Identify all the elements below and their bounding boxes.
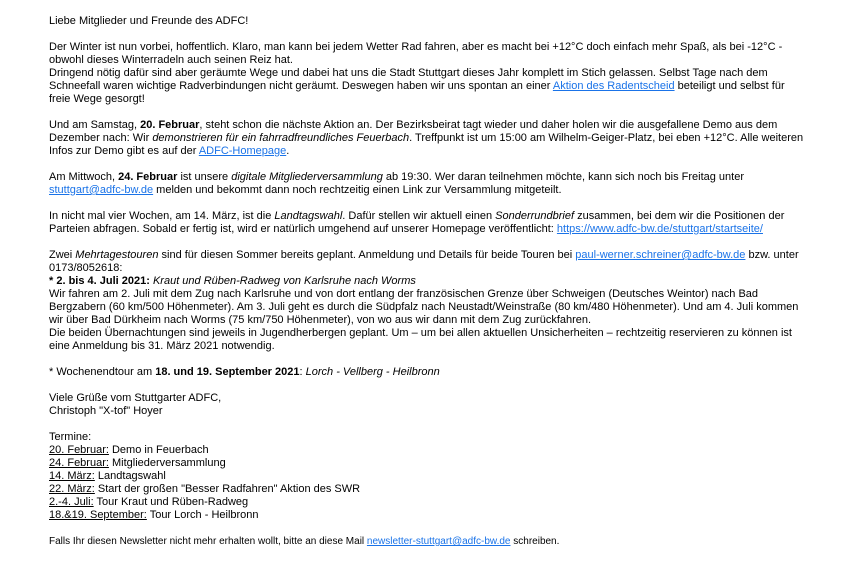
text-segment: melden und bekommt dann noch rechtzeitig einen Link zur Versammlung mitgeteilt.: [153, 184, 562, 196]
text-segment: Mitgliederversammlung: [108, 457, 226, 469]
text-segment: Liebe Mitglieder und Freunde des ADFC!: [49, 15, 249, 27]
text-segment: , steht schon die nächste Aktion an. Der Bezirksbeirat tagt wieder und daher holen wir die ausgefallene Demo aus dem Dezember nach: Wir: [49, 119, 778, 144]
text-segment: Dringend nötig dafür sind aber geräumte Wege und dabei hat uns die Stadt Stuttgart dieses Jahr komplett im Stich gelassen. Selbst Tage nach dem Schneefall waren wichtige Radverbindungen nicht geräumt. Deswegen haben wir uns spontan an einer: [49, 67, 768, 92]
text-segment: Am Mittwoch,: [49, 171, 119, 183]
text-segment: Sonderrundbrief: [495, 210, 575, 222]
text-segment: schreiben.: [510, 536, 560, 547]
text-segment: ist unsere: [177, 171, 232, 183]
text-segment: 20. Februar: [140, 119, 200, 131]
text-segment: demonstrieren für ein fahrradfreundliches Feuerbach: [152, 132, 410, 144]
text-segment: .: [286, 145, 290, 157]
paragraph-termine-list: [49, 431, 807, 522]
text-segment: Lorch - Vellberg - Heilbronn: [305, 366, 440, 378]
paragraph-winter-intro: [49, 41, 807, 106]
paragraph-landtagswahl: [49, 210, 807, 236]
text-segment: Die beiden Übernachtungen sind jeweils in Jugendherbergen geplant. Um – um bei allen aktuellen Unsicherheiten – rechtzeitig reservieren zu können ist eine Anmeldung bis 31. März 2021 notwendig.: [49, 327, 792, 352]
termin-date-tour-lorch: 18.&19. September:: [49, 509, 147, 521]
stuttgart-email-link[interactable]: stuttgart@adfc-bw.de: [49, 184, 154, 196]
text-segment: Der Winter ist nun vorbei, hoffentlich. Klaro, man kann bei jedem Wetter Rad fahren, aber es macht bei +12°C doch einfach mehr Spaß, als bei -12°C - obwohl dieses Winterradeln auch seinen Reiz hat.: [49, 41, 783, 66]
text-segment: Termine:: [49, 431, 92, 443]
text-segment: . Treffpunkt ist um 15:00 am Wilhelm-Geiger-Platz, bei eben +12°C. Alle weiteren Infos zur Demo gibt es auf der: [49, 132, 804, 157]
text-segment: Wir fahren am 2. Juli mit dem Zug nach Karlsruhe und von dort entlang der französischen Grenze über Schweigen (Deutsches Weintor) nach Bad Bergzabern (60 km/500 Höhenmeter). Am 3. Juli geht es durch die Südpfalz nach Neustadt/Weinstraße (80 km/480 Höhenmeter). Und am 4. Juli kommen wir über Bad Dürkheim nach Worms (75 km/750 Höhenmeter), von wo aus wir dann mit dem Zug zurückfahren.: [49, 288, 799, 326]
text-segment: Falls Ihr diesen Newsletter nicht mehr erhalten wollt, bitte an diese Mail: [49, 536, 367, 547]
text-segment: 24. Februar: [118, 171, 178, 183]
text-segment: Start der großen "Besser Radfahren" Aktion des SWR: [94, 483, 361, 495]
text-segment: 18. und 19. September 2021: [155, 366, 300, 378]
text-segment: Zwei: [49, 249, 76, 261]
text-segment: In nicht mal vier Wochen, am 14. März, ist die: [49, 210, 275, 222]
text-segment: digitale Mitgliederversammlung: [231, 171, 383, 183]
text-segment: :: [299, 366, 306, 378]
radentscheid-link[interactable]: Aktion des Radentscheid: [552, 80, 675, 92]
text-segment: Tour Lorch - Heilbronn: [146, 509, 259, 521]
paragraph-unsubscribe: [49, 535, 807, 548]
text-segment: * 2. bis 4. Juli 2021:: [49, 275, 150, 287]
paragraph-mitgliederversammlung: [49, 171, 807, 197]
homepage-url-link[interactable]: https://www.adfc-bw.de/stuttgart/startseite/: [556, 223, 763, 235]
text-segment: Tour Kraut und Rüben-Radweg: [93, 496, 249, 508]
text-segment: * Wochenendtour am: [49, 366, 156, 378]
text-segment: Christoph "X-tof" Hoyer: [49, 405, 163, 417]
schreiner-email-link[interactable]: paul-werner.schreiner@adfc-bw.de: [575, 249, 746, 261]
termin-date-demo: 20. Februar:: [49, 444, 109, 456]
paragraph-mehrtagestouren: [49, 249, 807, 353]
unsubscribe-email-link[interactable]: newsletter-stuttgart@adfc-bw.de: [366, 536, 511, 547]
termin-date-tour-kraut-rueben: 2.-4. Juli:: [49, 496, 94, 508]
paragraph-demo-feuerbach: [49, 119, 807, 158]
text-segment: sind für diesen Sommer bereits geplant. Anmeldung und Details für beide Touren bei: [158, 249, 576, 261]
termin-date-mitgliederversammlung: 24. Februar:: [49, 457, 109, 469]
text-segment: beteiligt und selbst für freie Wege gesorgt!: [49, 80, 785, 105]
newsletter-document: [49, 15, 807, 561]
text-segment: Landtagswahl: [94, 470, 166, 482]
text-segment: ab 19:30. Wer daran teilnehmen möchte, kann sich noch bis Freitag unter: [382, 171, 744, 183]
termin-date-landtagswahl: 14. März:: [49, 470, 95, 482]
text-segment: Landtagswahl: [274, 210, 343, 222]
text-segment: Und am Samstag,: [49, 119, 141, 131]
text-segment: bzw. unter 0173/8052618:: [49, 249, 799, 274]
paragraph-greeting: [49, 15, 807, 28]
adfc-homepage-link[interactable]: ADFC-Homepage: [198, 145, 287, 157]
text-segment: Viele Grüße vom Stuttgarter ADFC,: [49, 392, 222, 404]
paragraph-signature: [49, 392, 807, 418]
text-segment: Demo in Feuerbach: [108, 444, 209, 456]
paragraph-wochenendtour: [49, 366, 807, 379]
text-segment: zusammen, bei dem wir die Positionen der Parteien abfragen. Sobald er fertig ist, wird er natürlich umgehend auf unserer Homepage veröffentlicht:: [49, 210, 785, 235]
text-segment: . Dafür stellen wir aktuell einen: [342, 210, 496, 222]
text-segment: Mehrtagestouren: [75, 249, 159, 261]
text-segment: Kraut und Rüben-Radweg von Karlsruhe nach Worms: [152, 275, 416, 287]
termin-date-swr-aktion: 22. März:: [49, 483, 95, 495]
